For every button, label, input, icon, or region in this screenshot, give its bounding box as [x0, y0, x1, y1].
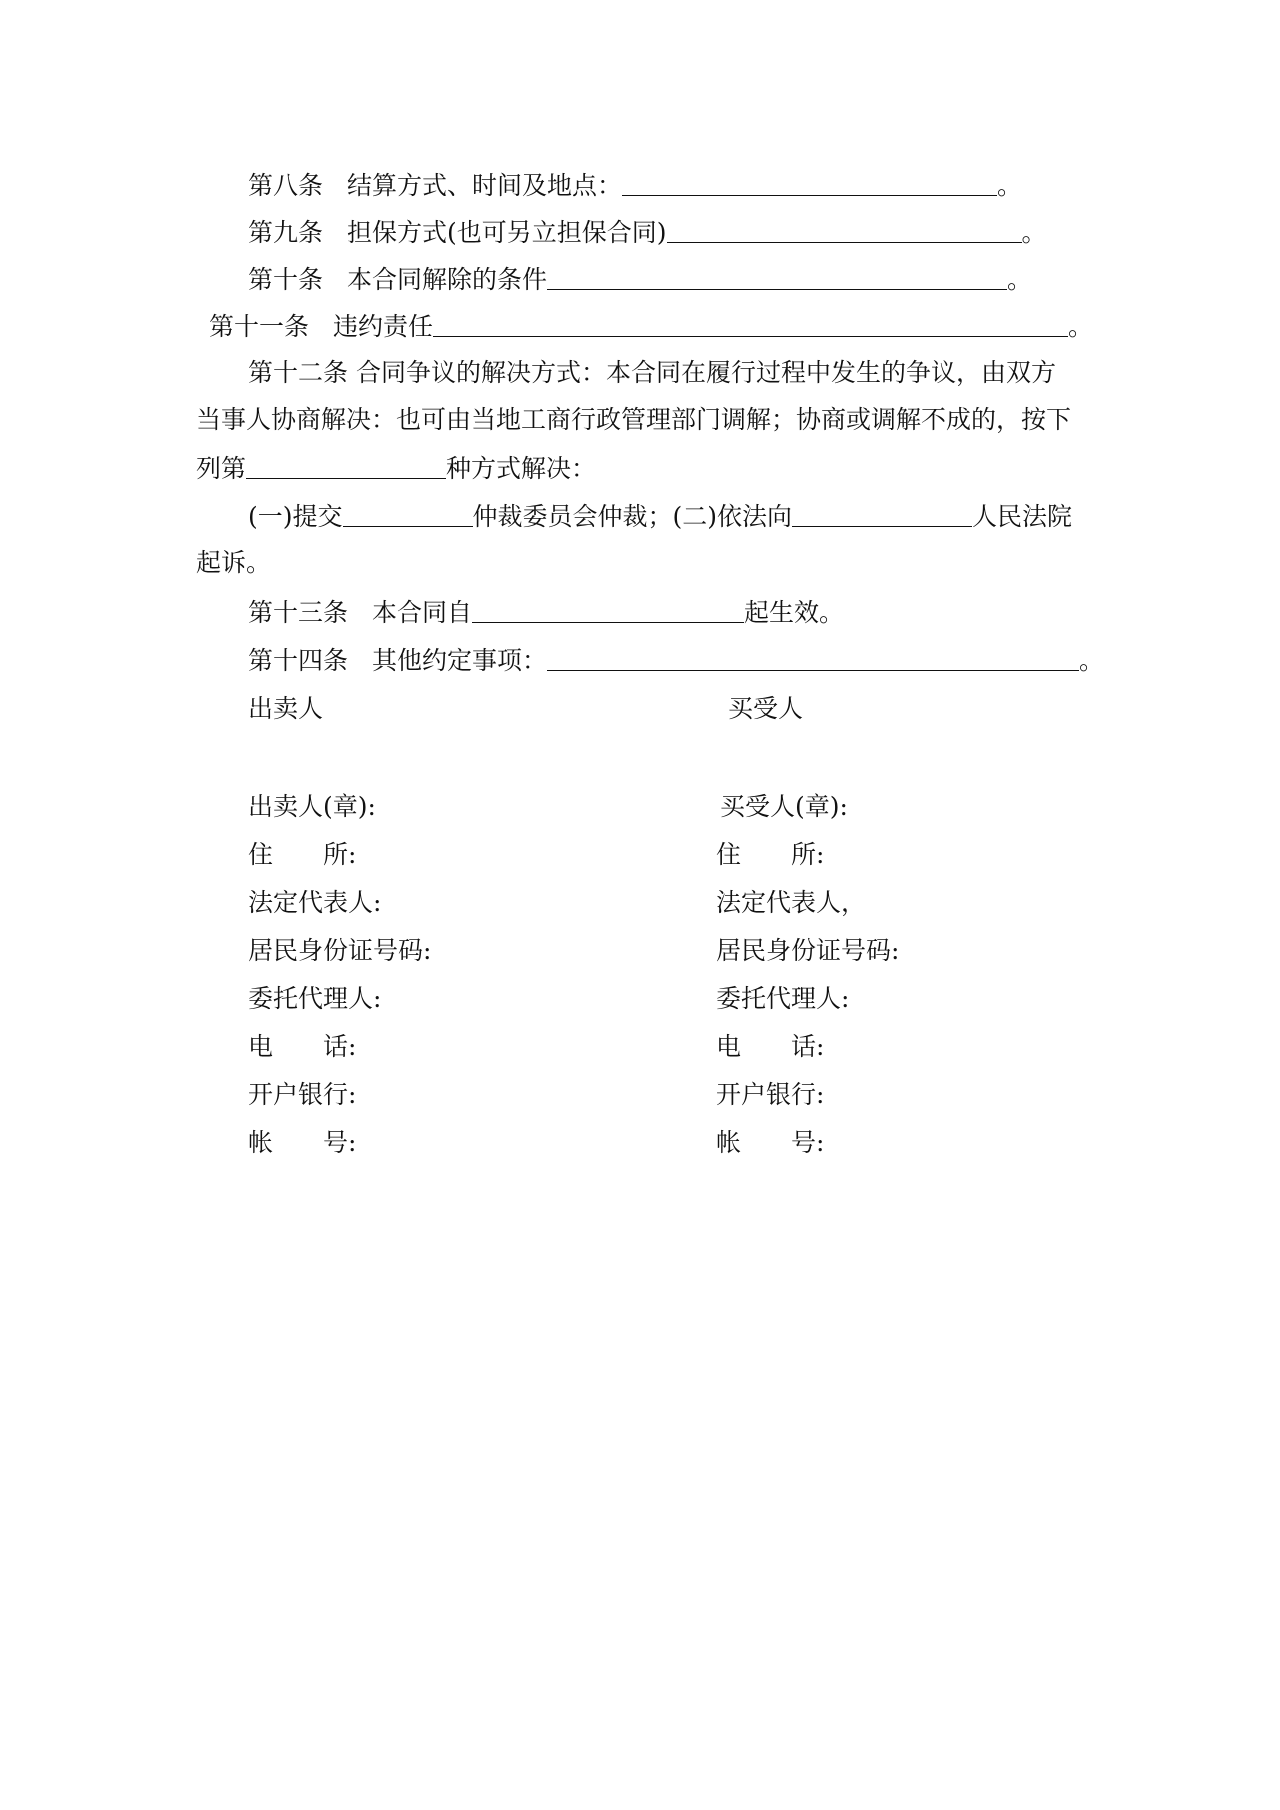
article-9-blank[interactable] [667, 216, 1022, 243]
arbitration-committee-blank[interactable] [343, 500, 473, 527]
article-12-options [248, 500, 1072, 532]
buyer-field-bank: 开户银行: [716, 1080, 825, 1109]
buyer-field-phone: 电 话: [716, 1032, 825, 1061]
article-12-line3-pre: 列第 [196, 454, 247, 483]
buyer-field-account: 帐 号: [716, 1128, 825, 1157]
buyer-field-agent: 委托代理人: [716, 984, 850, 1013]
article-9-text: 担保方式(也可另立担保合同) [347, 218, 667, 247]
article-8-label: 第八条 [248, 171, 324, 200]
article-11-label: 第十一条 [209, 312, 310, 341]
article-9 [248, 216, 1047, 248]
article-13-label: 第十三条 [248, 598, 349, 627]
article-8 [248, 169, 1022, 201]
article-14-text: 其他约定事项： [372, 646, 548, 675]
article-12-line3 [196, 452, 596, 484]
buyer-field-address: 住 所: [716, 840, 825, 869]
seller-field-account: 帐 号: [248, 1128, 357, 1157]
buyer-heading: 买受人 [728, 694, 804, 723]
article-13-text: 本合同自 [372, 598, 473, 627]
article-12-opt-post: 人民法院 [972, 502, 1073, 531]
article-14-label: 第十四条 [248, 646, 349, 675]
buyer-field-id-number: 居民身份证号码: [716, 936, 900, 965]
article-12-method-blank[interactable] [246, 452, 446, 479]
seller-field-bank: 开户银行: [248, 1080, 357, 1109]
article-8-end: 。 [997, 171, 1023, 200]
buyer-field-legal-rep: 法定代表人， [716, 888, 867, 917]
article-14-end: 。 [1079, 646, 1105, 675]
article-13 [248, 596, 844, 628]
article-12-line2: 当事人协商解决：也可由当地工商行政管理部门调解；协商或调解不成的，按下 [196, 405, 1072, 434]
seller-heading: 出卖人 [248, 694, 324, 723]
article-14 [248, 644, 1104, 676]
article-10-blank[interactable] [547, 263, 1007, 290]
article-11 [209, 310, 1093, 342]
article-9-end: 。 [1021, 218, 1047, 247]
article-14-blank[interactable] [547, 644, 1079, 671]
article-10 [248, 263, 1032, 295]
seller-field-phone: 电 话: [248, 1032, 357, 1061]
article-10-text: 本合同解除的条件 [347, 265, 548, 294]
article-8-text: 结算方式、时间及地点： [347, 171, 623, 200]
seller-field-seal: 出卖人(章): [248, 792, 376, 821]
seller-field-agent: 委托代理人: [248, 984, 382, 1013]
article-12-opt-pre: (一)提交 [248, 502, 343, 531]
article-13-end: 起生效。 [744, 598, 845, 627]
article-12-opt-cont: 起诉。 [196, 548, 272, 577]
article-12-line3-post: 种方式解决： [446, 454, 597, 483]
article-11-blank[interactable] [433, 310, 1068, 337]
buyer-field-seal: 买受人(章): [720, 792, 848, 821]
effective-date-blank[interactable] [472, 596, 744, 623]
article-8-blank[interactable] [622, 169, 997, 196]
article-11-end: 。 [1068, 312, 1094, 341]
article-10-label: 第十条 [248, 265, 324, 294]
seller-field-id-number: 居民身份证号码: [248, 936, 432, 965]
article-12-opt-mid: 仲裁委员会仲裁；(二)依法向 [472, 502, 793, 531]
article-10-end: 。 [1007, 265, 1033, 294]
article-11-text: 违约责任 [333, 312, 434, 341]
seller-field-legal-rep: 法定代表人: [248, 888, 382, 917]
court-blank[interactable] [792, 500, 972, 527]
article-12-line1: 第十二条 合同争议的解决方式：本合同在履行过程中发生的争议，由双方 [248, 358, 1056, 387]
article-9-label: 第九条 [248, 218, 324, 247]
seller-field-address: 住 所: [248, 840, 357, 869]
